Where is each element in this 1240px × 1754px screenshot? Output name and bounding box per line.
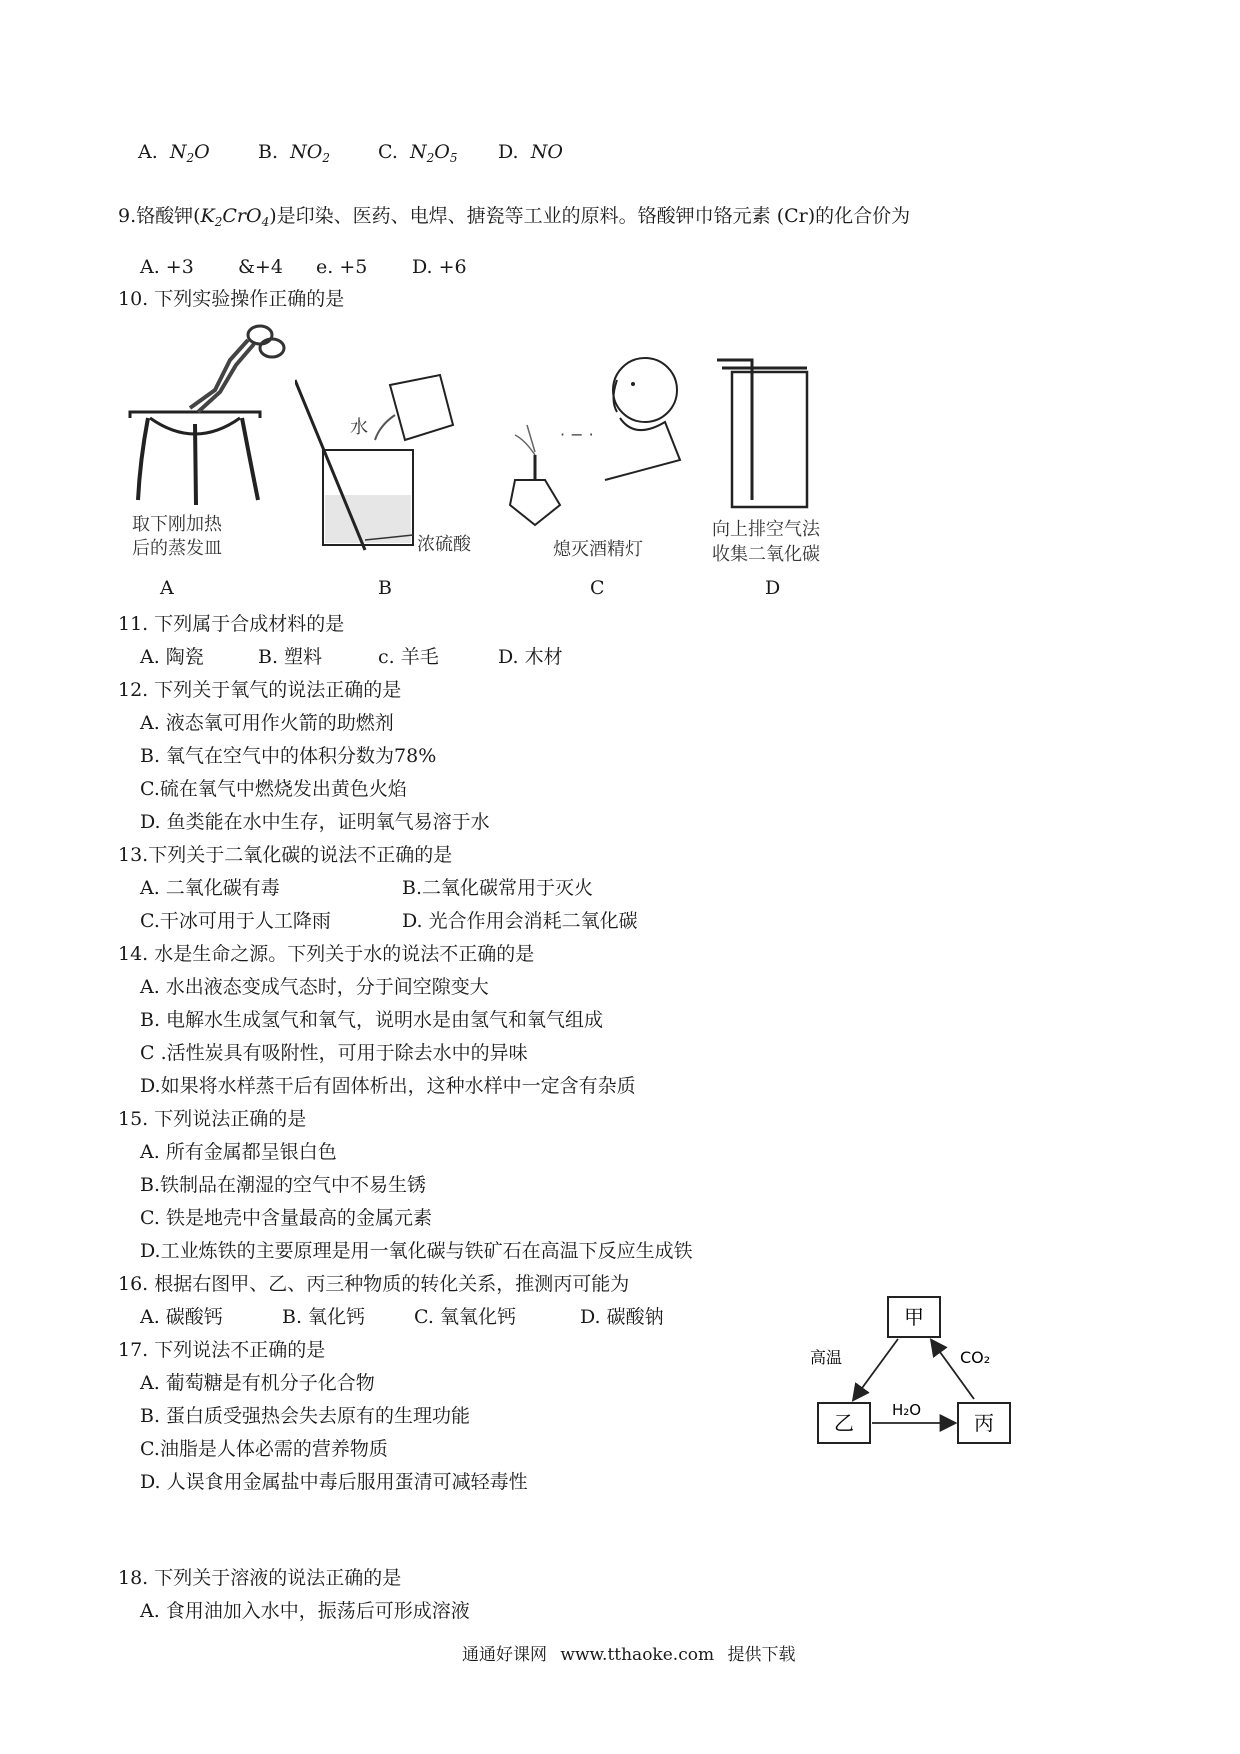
q12-option-b: B. 氧气在空气中的体积分数为78% bbox=[140, 745, 437, 767]
q17-option-c: C.油脂是人体必需的营养物质 bbox=[140, 1438, 388, 1460]
q10-stem: 10. 下列实验操作正确的是 bbox=[118, 288, 345, 310]
q11-option-a: A. 陶瓷 bbox=[140, 646, 204, 668]
q16-label-co2: CO₂ bbox=[960, 1348, 991, 1367]
q14-option-c: C .活性炭具有吸附性，可用于除去水中的异味 bbox=[140, 1042, 528, 1064]
q13-option-c: C.干冰可用于人工降雨 bbox=[140, 910, 331, 932]
q12-stem: 12. 下列关于氧气的说法正确的是 bbox=[118, 679, 402, 701]
q11-option-c: c. 羊毛 bbox=[378, 646, 439, 668]
q10-label-c: C bbox=[590, 577, 605, 599]
q8-option-c: C. $N_2O_5$ bbox=[378, 141, 458, 165]
footer-url: www.tthaoke.com bbox=[560, 1645, 715, 1665]
q16-option-d: D. 碳酸钠 bbox=[580, 1306, 664, 1328]
q9-option-c: e. +5 bbox=[316, 256, 368, 278]
q10-label-b: B bbox=[378, 577, 392, 599]
q16-label-h2o: H₂O bbox=[892, 1401, 922, 1419]
q8-option-d: D. NO bbox=[498, 141, 563, 163]
q12-option-d: D. 鱼类能在水中生存，证明氧气易溶于水 bbox=[140, 811, 490, 833]
q16-arrow-jia-yi bbox=[854, 1339, 898, 1399]
q16-bing: 丙 bbox=[974, 1411, 994, 1435]
q14-stem: 14. 水是生命之源。下列关于水的说法不正确的是 bbox=[118, 943, 535, 965]
q9-stem: 9.铬酸钾$(K_2CrO_4)$是印染、医药、电焊、搪瓷等工业的原料。铬酸钾巾铬元素 (Cr)的化合价为 bbox=[118, 205, 911, 229]
footer-note: 提供下载 bbox=[727, 1645, 796, 1665]
q17-option-b: B. 蛋白质受强热会失去原有的生理功能 bbox=[140, 1405, 471, 1427]
q15-option-c: C. 铁是地壳中含量最高的金属元素 bbox=[140, 1207, 432, 1229]
q17-stem: 17. 下列说法不正确的是 bbox=[118, 1339, 326, 1361]
q15-option-a: A. 所有金属都呈银白色 bbox=[140, 1141, 337, 1163]
page-footer bbox=[462, 1640, 803, 1665]
q16-option-c: C. 氧氧化钙 bbox=[414, 1306, 516, 1328]
q9-option-b: &+4 bbox=[238, 256, 283, 278]
q10-caption-b: 浓硫酸 bbox=[417, 534, 471, 555]
q10-caption-d-line2: 收集二氧化碳 bbox=[712, 544, 820, 565]
q10-figure-d bbox=[712, 350, 852, 570]
svg-text:· − ·: · − · bbox=[560, 425, 594, 444]
q11-option-b: B. 塑料 bbox=[258, 646, 323, 668]
q13-option-b: B.二氧化碳常用于灭火 bbox=[402, 877, 594, 899]
q16-stem: 16. 根据右图甲、乙、丙三种物质的转化关系，推测丙可能为 bbox=[118, 1273, 630, 1295]
q16-option-a: A. 碳酸钙 bbox=[140, 1306, 223, 1328]
q13-option-a: A. 二氧化碳有毒 bbox=[140, 877, 280, 899]
q10-label-a: A bbox=[160, 577, 174, 599]
q15-stem: 15. 下列说法正确的是 bbox=[118, 1108, 307, 1130]
q10-figure-c bbox=[505, 340, 705, 570]
q9-option-d: D. +6 bbox=[412, 256, 467, 278]
q16-jia: 甲 bbox=[904, 1305, 924, 1329]
q10-caption-d-line1: 向上排空气法 bbox=[712, 519, 820, 540]
q8-option-a: A. $N_2O$ bbox=[138, 141, 210, 165]
q11-option-d: D. 木材 bbox=[498, 646, 563, 668]
q15-option-b: B.铁制品在潮湿的空气中不易生锈 bbox=[140, 1174, 427, 1196]
q14-option-d: D.如果将水样蒸干后有固体析出，这种水样中一定含有杂质 bbox=[140, 1075, 636, 1097]
q12-option-c: C.硫在氧气中燃烧发出黄色火焰 bbox=[140, 778, 407, 800]
q16-label-high-temp: 高温 bbox=[810, 1348, 843, 1367]
q12-option-a: A. 液态氧可用作火箭的助燃剂 bbox=[140, 712, 394, 734]
q10-caption-b-water: 水 bbox=[350, 417, 368, 438]
q14-option-a: A. 水出液态变成气态时，分于间空隙变大 bbox=[140, 976, 489, 998]
q13-option-d: D. 光合作用会消耗二氧化碳 bbox=[402, 910, 638, 932]
q10-label-d: D bbox=[765, 577, 781, 599]
q14-option-b: B. 电解水生成氢气和氧气，说明水是由氢气和氧气组成 bbox=[140, 1009, 604, 1031]
q10-caption-a-line1: 取下刚加热 bbox=[132, 514, 222, 535]
q10-caption-c: 熄灭酒精灯 bbox=[553, 539, 643, 560]
q13-stem: 13.下列关于二氧化碳的说法不正确的是 bbox=[118, 844, 453, 866]
q18-option-a: A. 食用油加入水中，振荡后可形成溶液 bbox=[140, 1600, 470, 1622]
q15-option-d: D.工业炼铁的主要原理是用一氧化碳与铁矿石在高温下反应生成铁 bbox=[140, 1240, 693, 1262]
q16-diagram bbox=[810, 1295, 1020, 1450]
q17-option-d: D. 人误食用金属盐中毒后服用蛋清可减轻毒性 bbox=[140, 1471, 528, 1493]
q18-stem: 18. 下列关于溶液的说法正确的是 bbox=[118, 1567, 402, 1589]
q11-stem: 11. 下列属于合成材料的是 bbox=[118, 613, 345, 635]
q8-option-b: B. $NO_2$ bbox=[258, 141, 330, 165]
q10-figure-a bbox=[120, 320, 290, 570]
q10-caption-a-line2: 后的蒸发皿 bbox=[132, 538, 222, 559]
q16-yi: 乙 bbox=[834, 1411, 854, 1435]
q9-option-a: A. +3 bbox=[140, 256, 194, 278]
q16-option-b: B. 氧化钙 bbox=[282, 1306, 366, 1328]
q10-figure-b bbox=[295, 355, 495, 570]
q17-option-a: A. 葡萄糖是有机分子化合物 bbox=[140, 1372, 375, 1394]
footer-site-name: 通通好课网 bbox=[462, 1645, 547, 1665]
